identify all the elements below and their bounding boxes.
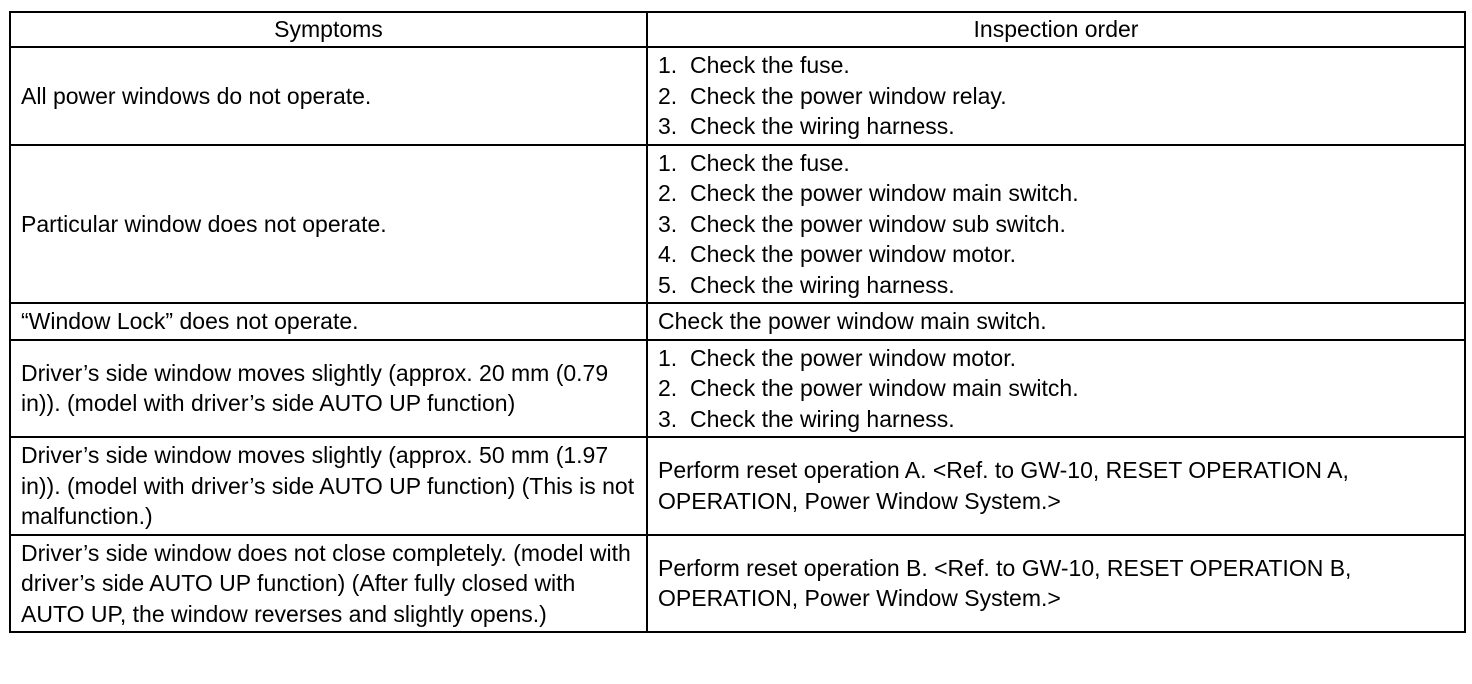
table-header-row [10, 12, 1465, 47]
inspection-step [658, 239, 1454, 270]
symptom-text: Driver’s side window does not close completely. (model with driver’s side AUTO UP function) (After fully closed with AUTO UP, the window reverses and slightly opens.) [21, 539, 631, 627]
step-number: 2. [658, 82, 678, 109]
step-text: Check the power window motor. [690, 344, 1016, 371]
inspection-step [658, 209, 1454, 240]
inspection-cell [647, 340, 1465, 438]
inspection-steps [658, 343, 1454, 435]
inspection-step [658, 111, 1454, 142]
step-number: 3. [658, 405, 678, 432]
step-text: Check the fuse. [690, 149, 850, 176]
inspection-table [9, 11, 1466, 633]
table-row [10, 47, 1465, 145]
inspection-steps [658, 50, 1454, 142]
inspection-cell [647, 145, 1465, 304]
inspection-step [658, 270, 1454, 301]
symptom-cell [10, 145, 647, 304]
symptom-text: All power windows do not operate. [21, 82, 372, 109]
step-number: 3. [658, 210, 678, 237]
step-number: 2. [658, 375, 678, 401]
inspection-order-header: Inspection order [647, 12, 1465, 47]
symptom-cell [10, 340, 647, 438]
symptom-cell [10, 535, 647, 633]
step-number: 1. [658, 344, 678, 371]
step-text: Check the wiring harness. [690, 271, 955, 298]
table-row [10, 535, 1465, 633]
inspection-cell [647, 437, 1465, 535]
inspection-step [658, 373, 1454, 404]
step-number: 3. [658, 113, 678, 139]
symptom-text: Driver’s side window moves slightly (approx. 20 mm (0.79 in)). (model with driver’s side AUTO UP function) [21, 359, 609, 417]
step-text: Check the fuse. [690, 52, 850, 78]
inspection-step [658, 178, 1454, 209]
inspection-cell [647, 47, 1465, 145]
symptom-cell [10, 437, 647, 535]
step-number: 1. [658, 149, 678, 176]
step-number: 5. [658, 271, 678, 298]
symptom-text: Driver’s side window moves slightly (approx. 50 mm (1.97 in)). (model with driver’s side AUTO UP function) (This is not malfunction.) [21, 442, 635, 529]
inspection-text: Perform reset operation A. <Ref. to GW-10, RESET OPERATION A, OPERATION, Power Window System.> [658, 457, 1349, 514]
inspection-cell [647, 303, 1465, 340]
inspection-cell [647, 535, 1465, 633]
symptoms-header: Symptoms [10, 12, 647, 47]
step-number: 1. [658, 52, 678, 78]
step-number: 4. [658, 241, 678, 267]
inspection-step [658, 343, 1454, 374]
step-text: Check the power window main switch. [690, 375, 1079, 401]
step-text: Check the power window motor. [690, 241, 1016, 267]
table-row [10, 145, 1465, 304]
symptom-text: “Window Lock” does not operate. [21, 308, 359, 334]
step-text: Check the wiring harness. [690, 113, 955, 139]
step-number: 2. [658, 180, 678, 206]
step-text: Check the power window relay. [690, 82, 1007, 109]
inspection-step [658, 148, 1454, 179]
inspection-steps [658, 148, 1454, 301]
inspection-text: Perform reset operation B. <Ref. to GW-10, RESET OPERATION B, OPERATION, Power Window System.> [658, 554, 1352, 612]
table-row [10, 303, 1465, 340]
step-text: Check the wiring harness. [690, 405, 955, 432]
symptom-cell [10, 47, 647, 145]
symptom-text: Particular window does not operate. [21, 210, 387, 237]
inspection-step [658, 81, 1454, 112]
inspection-step [658, 50, 1454, 81]
step-text: Check the power window sub switch. [690, 210, 1066, 237]
inspection-step [658, 404, 1454, 435]
symptom-cell [10, 303, 647, 340]
table-row [10, 340, 1465, 438]
step-text: Check the power window main switch. [690, 180, 1079, 206]
table-row [10, 437, 1465, 535]
inspection-text: Check the power window main switch. [658, 308, 1047, 334]
